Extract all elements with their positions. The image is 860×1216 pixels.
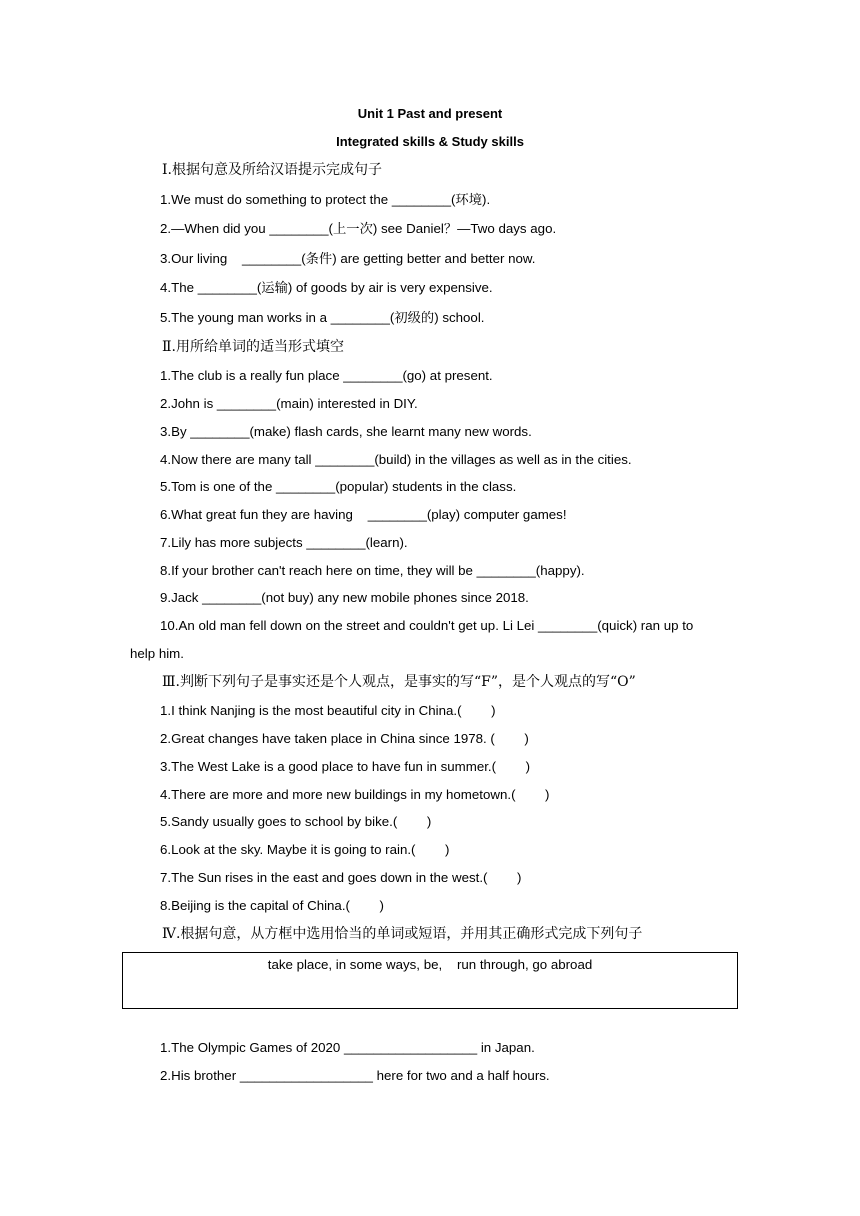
section3-item: 1.I think Nanjing is the most beautiful city in China.( ) [160, 703, 496, 718]
section4-item: 1.The Olympic Games of 2020 __________________ in Japan. [160, 1040, 535, 1055]
section2-item: 7.Lily has more subjects ________(learn). [160, 535, 408, 550]
section2-item: 3.By ________(make) flash cards, she learnt many new words. [160, 424, 532, 439]
page-subtitle: Integrated skills & Study skills [336, 134, 524, 149]
section2-item: 2.John is ________(main) interested in DIY. [160, 396, 418, 411]
section1-heading: Ⅰ.根据句意及所给汉语提示完成句子 [162, 162, 382, 178]
section2-item: 9.Jack ________(not buy) any new mobile phones since 2018. [160, 590, 529, 605]
section3-item: 5.Sandy usually goes to school by bike.( ) [160, 814, 432, 829]
section2-item: 5.Tom is one of the ________(popular) students in the class. [160, 479, 517, 494]
section3-item: 6.Look at the sky. Maybe it is going to rain.( ) [160, 842, 450, 857]
section2-item: 6.What great fun they are having ________(play) computer games! [160, 507, 567, 522]
word-bank-text: take place, in some ways, be, run through, go abroad [267, 957, 593, 972]
section2-item: 1.The club is a really fun place ________(go) at present. [160, 368, 493, 383]
section3-item: 8.Beijing is the capital of China.( ) [160, 898, 384, 913]
section1-item: 4.The ________(运输) of goods by air is very expensive. [160, 280, 493, 295]
section1-item: 1.We must do something to protect the ________(环境). [160, 192, 491, 207]
page-title: Unit 1 Past and present [357, 106, 503, 121]
section3-item: 7.The Sun rises in the east and goes down in the west.( ) [160, 870, 522, 885]
section2-item: 4.Now there are many tall ________(build) in the villages as well as in the cities. [160, 452, 632, 467]
section2-heading: Ⅱ.用所给单词的适当形式填空 [162, 339, 344, 355]
section2-item: 8.If your brother can't reach here on time, they will be ________(happy). [160, 563, 585, 578]
section3-heading: Ⅲ.判断下列句子是事实还是个人观点，是事实的写“F”，是个人观点的写“O” [162, 674, 636, 690]
section2-item: 10.An old man fell down on the street and couldn't get up. Li Lei ________(quick) ran up to [160, 618, 694, 633]
section3-item: 2.Great changes have taken place in China since 1978. ( ) [160, 731, 529, 746]
section1-item: 3.Our living ________(条件) are getting better and better now. [160, 251, 536, 266]
section1-item: 5.The young man works in a ________(初级的) school. [160, 310, 485, 325]
section4-item: 2.His brother __________________ here for two and a half hours. [160, 1068, 550, 1083]
section4-heading: Ⅳ.根据句意，从方框中选用恰当的单词或短语，并用其正确形式完成下列句子 [162, 926, 643, 942]
word-bank-box [122, 952, 738, 1009]
section2-item-continued: help him. [130, 646, 184, 661]
section3-item: 3.The West Lake is a good place to have fun in summer.( ) [160, 759, 531, 774]
section3-item: 4.There are more and more new buildings in my hometown.( ) [160, 787, 550, 802]
section1-item: 2.—When did you ________(上一次) see Daniel？—Two days ago. [160, 221, 557, 236]
